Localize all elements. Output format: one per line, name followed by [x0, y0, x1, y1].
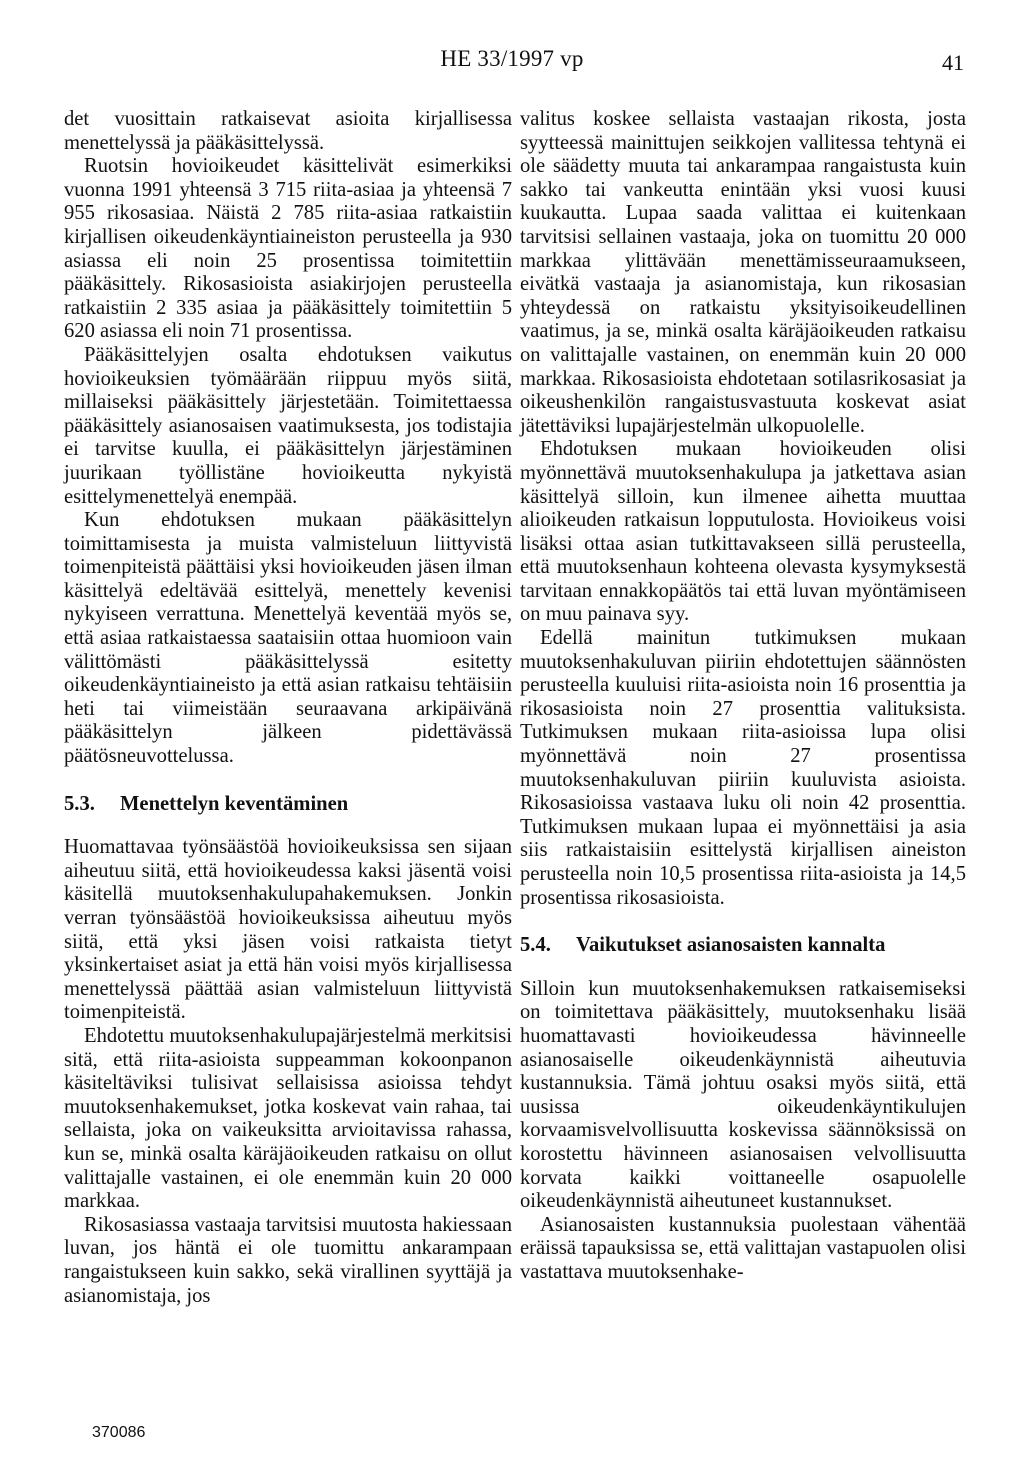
section-title: Vaikutukset asianosaisten kannalta [576, 934, 886, 957]
section-title: Menettelyn keventäminen [120, 792, 349, 815]
right-column [520, 108, 966, 1285]
paragraph: valitus koskee sellaista vastaajan rikosta, josta syytteessä mainittujen seikkojen vallitessa tehtynä ei ole säädetty muuta tai ankarampaa rangaistusta kuin sakko tai vankeutta enintään yksi vuosi kuusi kuukautta. Lupaa saada valittaa ei kuitenkaan tarvitsisi sellainen vastaaja, joka on tuomittu 20 000 markkaa ylittävään menettämisseuraamukseen, eivätkä vastaaja ja asianomistaja, kun rikosasian yhteydessä on ratkaistu yksityisoikeudellinen vaatimus, ja se, minkä osalta käräjäoikeuden ratkaisu on valittajalle vastainen, on enemmän kuin 20 000 markkaa. Rikosasioista ehdotetaan sotilasrikosasiat ja oikeushenkilön rangaistusvastuuta koskevat asiat jätettäviksi lupajärjestelmän ulkopuolelle. [520, 108, 966, 437]
paragraph: Ehdotettu muutoksenhakulupajärjestelmä merkitsisi sitä, että riita-asioista suppeamman kokoonpanon käsiteltäviksi tulisivat sellaisissa asioissa tehdyt muutoksenhakemukset, jotka koskevat vain rahaa, tai sellaista, joka on vaikeuksitta arvioitavissa rahassa, kun se, minkä osalta käräjäoikeuden ratkaisu on ollut valittajalle vastainen, ei ole enemmän kuin 20 000 markkaa. [64, 1024, 512, 1213]
left-column [64, 108, 512, 1308]
section-number: 5.3. [64, 792, 95, 815]
paragraph: Silloin kun muutoksenhakemuksen ratkaisemiseksi on toimitettava pääkäsittely, muutoksenhaku lisää huomattavasti hovioikeudessa hävinneelle asianosaiselle oikeudenkäynnistä aiheutuvia kustannuksia. Tämä johtuu osaksi myös siitä, että uusissa oikeudenkäyntikulujen korvaamisvelvollisuutta koskevissa säännöksissä on korostettu hävinneen asianosaisen velvollisuutta korvata kaikki voittaneelle osapuolelle oikeudenkäynnistä aiheutuneet kustannukset. [520, 977, 966, 1213]
page-number: 41 [942, 50, 964, 75]
paragraph: Kun ehdotuksen mukaan pääkäsittelyn toimittamisesta ja muista valmisteluun liittyvistä toimenpiteistä päättäisi yksi hovioikeuden jäsen ilman käsittelyä edeltävää esittelyä, menettely kevenisi nykyiseen verrattuna. Menettelyä keventää myös se, että asiaa ratkaistaessa saataisiin ottaa huomioon vain välittömästi pääkäsittelyssä esitetty oikeudenkäyntiaineisto ja että asian ratkaisu tehtäisiin heti tai viimeistään seuraavana arkipäivänä pääkäsittelyn jälkeen pidettävässä päätösneuvottelussa. [64, 509, 512, 768]
paragraph: Huomattavaa työnsäästöä hovioikeuksissa sen sijaan aiheutuu siitä, että hovioikeudessa kaksi jäsentä voisi käsitellä muutoksenhakulupahakemuksen. Jonkin verran työnsäästöä hovioikeuksissa aiheutuu myös siitä, että yksi jäsen voisi ratkaista tietyt yksinkertaiset asiat ja että hän voisi myös kirjallisessa menettelyssä päättää asian valmisteluun liittyvistä toimenpiteistä. [64, 836, 512, 1024]
paragraph: Pääkäsittelyjen osalta ehdotuksen vaikutus hovioikeuksien työmäärään riippuu myös siitä, millaiseksi pääkäsittely järjestetään. Toimitettaessa pääkäsittely asianosaisen vaatimuksesta, jos todistajia ei tarvitse kuulla, ei pääkäsittelyn järjestäminen juurikaan työllistäne hovioikeutta nykyistä esittelymenettelyä enempää. [64, 343, 512, 508]
paragraph: Edellä mainitun tutkimuksen mukaan muutoksenhakuluvan piiriin ehdotettujen säännösten perusteella kuuluisi riita-asioista noin 16 prosenttia ja rikosasioista noin 27 prosenttia valituksista. Tutkimuksen mukaan riita-asioissa lupa olisi myönnettävä noin 27 prosentissa muutoksenhakuluvan piiriin kuuluvista asioista. Rikosasioissa vastaava luku oli noin 42 prosenttia. Tutkimuksen mukaan lupaa ei myönnettäisi ja asia siis ratkaistaisiin esittelystä kirjallisen aineiston perusteella noin 10,5 prosentissa riita-asioista ja 14,5 prosentissa rikosasioista. [520, 627, 966, 909]
paragraph: det vuosittain ratkaisevat asioita kirjallisessa menettelyssä ja pääkäsittelyssä. [64, 108, 512, 154]
paragraph: Rikosasiassa vastaaja tarvitsisi muutosta hakiessaan luvan, jos häntä ei ole tuomittu ankarampaan rangaistukseen kuin sakko, sekä virallinen syyttäjä ja asianomistaja, jos [64, 1213, 512, 1307]
document-code: 370086 [92, 1424, 146, 1441]
paragraph: Ruotsin hovioikeudet käsittelivät esimerkiksi vuonna 1991 yhteensä 3 715 riita-asiaa ja yhteensä 7 955 rikosasiaa. Näistä 2 785 riita-asiaa ratkaistiin kirjallisen oikeudenkäyntiaineiston perusteella ja 930 asiassa eli noin 25 prosentissa toimitettiin pääkäsittely. Rikosasioista asiakirjojen perusteella ratkaistiin 2 335 asiaa ja pääkäsittely toimitettiin 5 620 asiassa eli noin 71 prosentissa. [64, 155, 512, 343]
section-number: 5.4. [520, 934, 551, 957]
running-header: HE 33/1997 vp [440, 46, 584, 71]
paragraph: Asianosaisten kustannuksia puolestaan vähentää eräissä tapauksissa se, että valittajan vastapuolen olisi vastattava muutoksenhake- [520, 1213, 966, 1283]
paragraph: Ehdotuksen mukaan hovioikeuden olisi myönnettävä muutoksenhakulupa ja jatkettava asian käsittelyä silloin, kun ilmenee aihetta muuttaa alioikeuden ratkaisun lopputulosta. Hovioikeus voisi lisäksi ottaa asian tutkittavakseen sillä perusteella, että muutoksenhaun kohteena olevasta kysymyksestä tarvitaan ennakkopäätös tai että luvan myöntämiseen on muu painava syy. [520, 438, 966, 626]
section-heading-5-4 [520, 934, 966, 958]
section-heading-5-3 [64, 793, 512, 817]
